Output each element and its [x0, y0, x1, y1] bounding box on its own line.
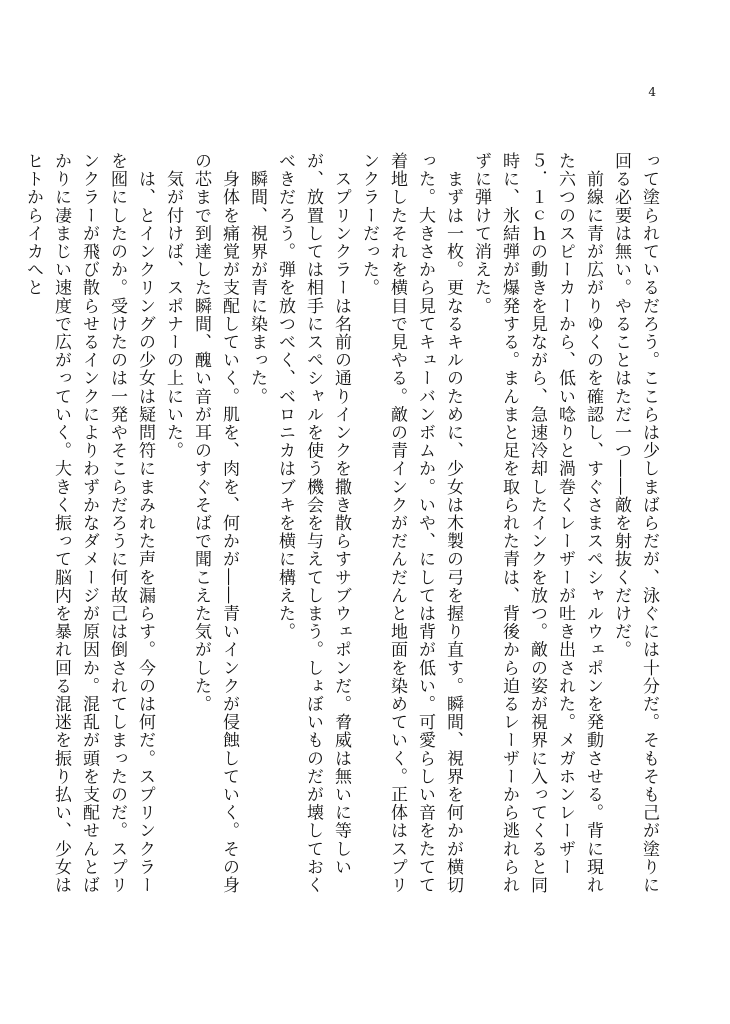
paragraph: 瞬間、視界が青に染まった。 — [247, 152, 267, 406]
paragraph: は、とインクリングの少女は疑問符にまみれた声を漏らす。今のは何だ。スプリンクラーを囮にしたのか。受けたのは一発やそこらだろうに何故己は倒されてしまったのだ。スプリンクラーが飛び散らせるインクによりわずかなダメージが原因か。混乱が頭を支配せんとばかりに凄まじい速度で広がっていく。大きく振って脳内を暴れ回る混迷を振り払い、少女はヒトからイカへと — [23, 152, 155, 895]
paragraph: 前線に青が広がりゆくのを確認し、すぐさまスペシャルウェポンを発動させる。背に現れた六つのスピーカーから、低い唸りと渦巻くレーザーが吐き出された。メガホンレーザー５．１ｃｈの動きを見ながら、急速冷却したインクを放つ。敵の姿が視界に入ってくると同時に、氷結弾が爆発する。まんまと足を取られた青は、背後から迫るレーザーから逃れられずに弾けて消えた。 — [471, 152, 603, 895]
paragraph: まずは一枚。更なるキルのために、少女は木製の弓を握り直す。瞬間、視界を何かが横切った。大きさから見てキューバンボムか。いや、にしては背が低い。可愛らしい音をたてて着地したそれを横目で見やる。敵の青インクがだんだんと地面を染めていく。正体はスプリンクラーだった。 — [359, 152, 463, 895]
page-number: 4 — [648, 85, 656, 99]
body-text — [23, 152, 663, 912]
paragraph: 身体を痛覚が支配していく。肌を、肉を、何かが――青いインクが侵蝕していく。その身の芯まで到達した瞬間、醜い音が耳のすぐそばで聞こえた気がした。 — [191, 152, 239, 895]
paragraph: って塗られているだろう。ここらは少しまばらだが、泳ぐには十分だ。そもそも己が塗りに回る必要は無い。やることはただ一つ――敵を射抜くだけだ。 — [611, 152, 659, 895]
paragraph: 気が付けば、スポナーの上にいた。 — [163, 152, 183, 460]
paragraph: スプリンクラーは名前の通りインクを撒き散らすサブウェポンだ。脅威は無いに等しいが、放置しては相手にスペシャルを使う機会を与えてしまう。しょぼいものだが壊しておくべきだろう。弾を放つべく、ベロニカはブキを横に構えた。 — [275, 152, 351, 895]
